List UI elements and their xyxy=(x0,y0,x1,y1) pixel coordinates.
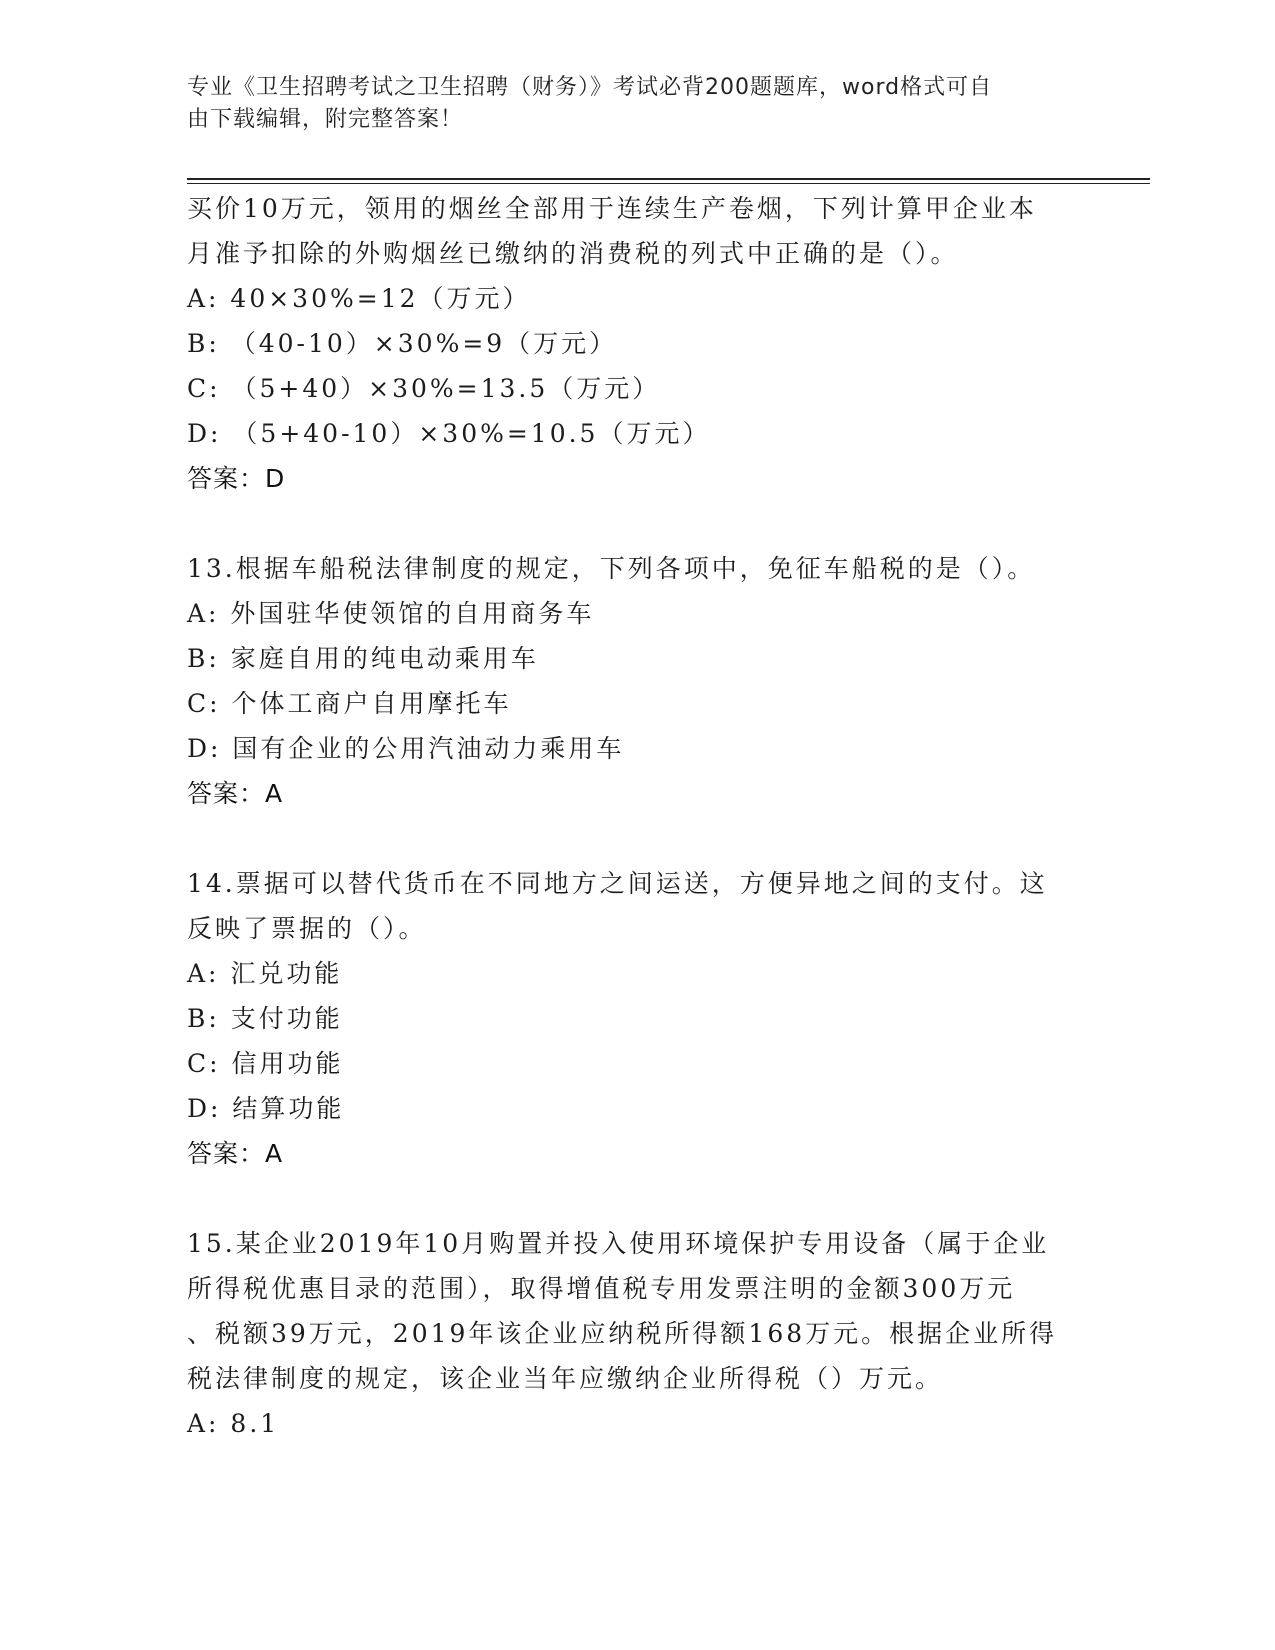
question-13 xyxy=(187,546,1087,816)
header-divider xyxy=(187,178,1150,184)
option-a: A: 40×30%=12（万元） xyxy=(187,284,531,313)
document-header xyxy=(187,72,1067,136)
question-text-line: 、税额39万元，2019年该企业应纳税所得额168万元。根据企业所得 xyxy=(187,1319,1058,1348)
answer-line: 答案：A xyxy=(187,1139,284,1168)
question-text-line: 买价10万元，领用的烟丝全部用于连续生产卷烟，下列计算甲企业本 xyxy=(187,194,1037,223)
question-text-line: 所得税优惠目录的范围），取得增值税专用发票注明的金额300万元 xyxy=(187,1274,1016,1303)
answer-line: 答案：D xyxy=(187,464,286,493)
question-12 xyxy=(187,186,1087,501)
spacer xyxy=(187,501,1087,546)
spacer xyxy=(187,816,1087,861)
option-d: D: 国有企业的公用汽油动力乘用车 xyxy=(187,734,625,763)
question-text-line: 13.根据车船税法律制度的规定，下列各项中，免征车船税的是（）。 xyxy=(187,554,1036,583)
option-c: C: （5+40）×30%=13.5（万元） xyxy=(187,374,661,403)
option-a: A: 外国驻华使领馆的自用商务车 xyxy=(187,599,595,628)
option-b: B: 支付功能 xyxy=(187,1004,343,1033)
answer-line: 答案：A xyxy=(187,779,284,808)
option-c: C: 个体工商户自用摩托车 xyxy=(187,689,512,718)
question-text-line: 税法律制度的规定，该企业当年应缴纳企业所得税（）万元。 xyxy=(187,1364,944,1393)
option-c: C: 信用功能 xyxy=(187,1049,344,1078)
option-b: B: （40-10）×30%=9（万元） xyxy=(187,329,618,358)
option-b: B: 家庭自用的纯电动乘用车 xyxy=(187,644,539,673)
question-15 xyxy=(187,1221,1087,1446)
header-title-line-1: 专业《卫生招聘考试之卫生招聘（财务）》考试必背200题题库，word格式可自 xyxy=(187,75,993,100)
option-d: D: 结算功能 xyxy=(187,1094,345,1123)
option-d: D: （5+40-10）×30%=10.5（万元） xyxy=(187,419,711,448)
question-text-line: 14.票据可以替代货币在不同地方之间运送，方便异地之间的支付。这 xyxy=(187,869,1048,898)
question-text-line: 月准予扣除的外购烟丝已缴纳的消费税的列式中正确的是（）。 xyxy=(187,239,959,268)
question-text-line: 15.某企业2019年10月购置并投入使用环境保护专用设备（属于企业 xyxy=(187,1229,1050,1258)
spacer xyxy=(187,1176,1087,1221)
header-title-line-2: 由下载编辑，附完整答案！ xyxy=(187,107,464,132)
question-list xyxy=(187,186,1087,1446)
question-14 xyxy=(187,861,1087,1176)
question-text-line: 反映了票据的（）。 xyxy=(187,914,427,943)
option-a: A: 8.1 xyxy=(187,1409,280,1438)
option-a: A: 汇兑功能 xyxy=(187,959,343,988)
